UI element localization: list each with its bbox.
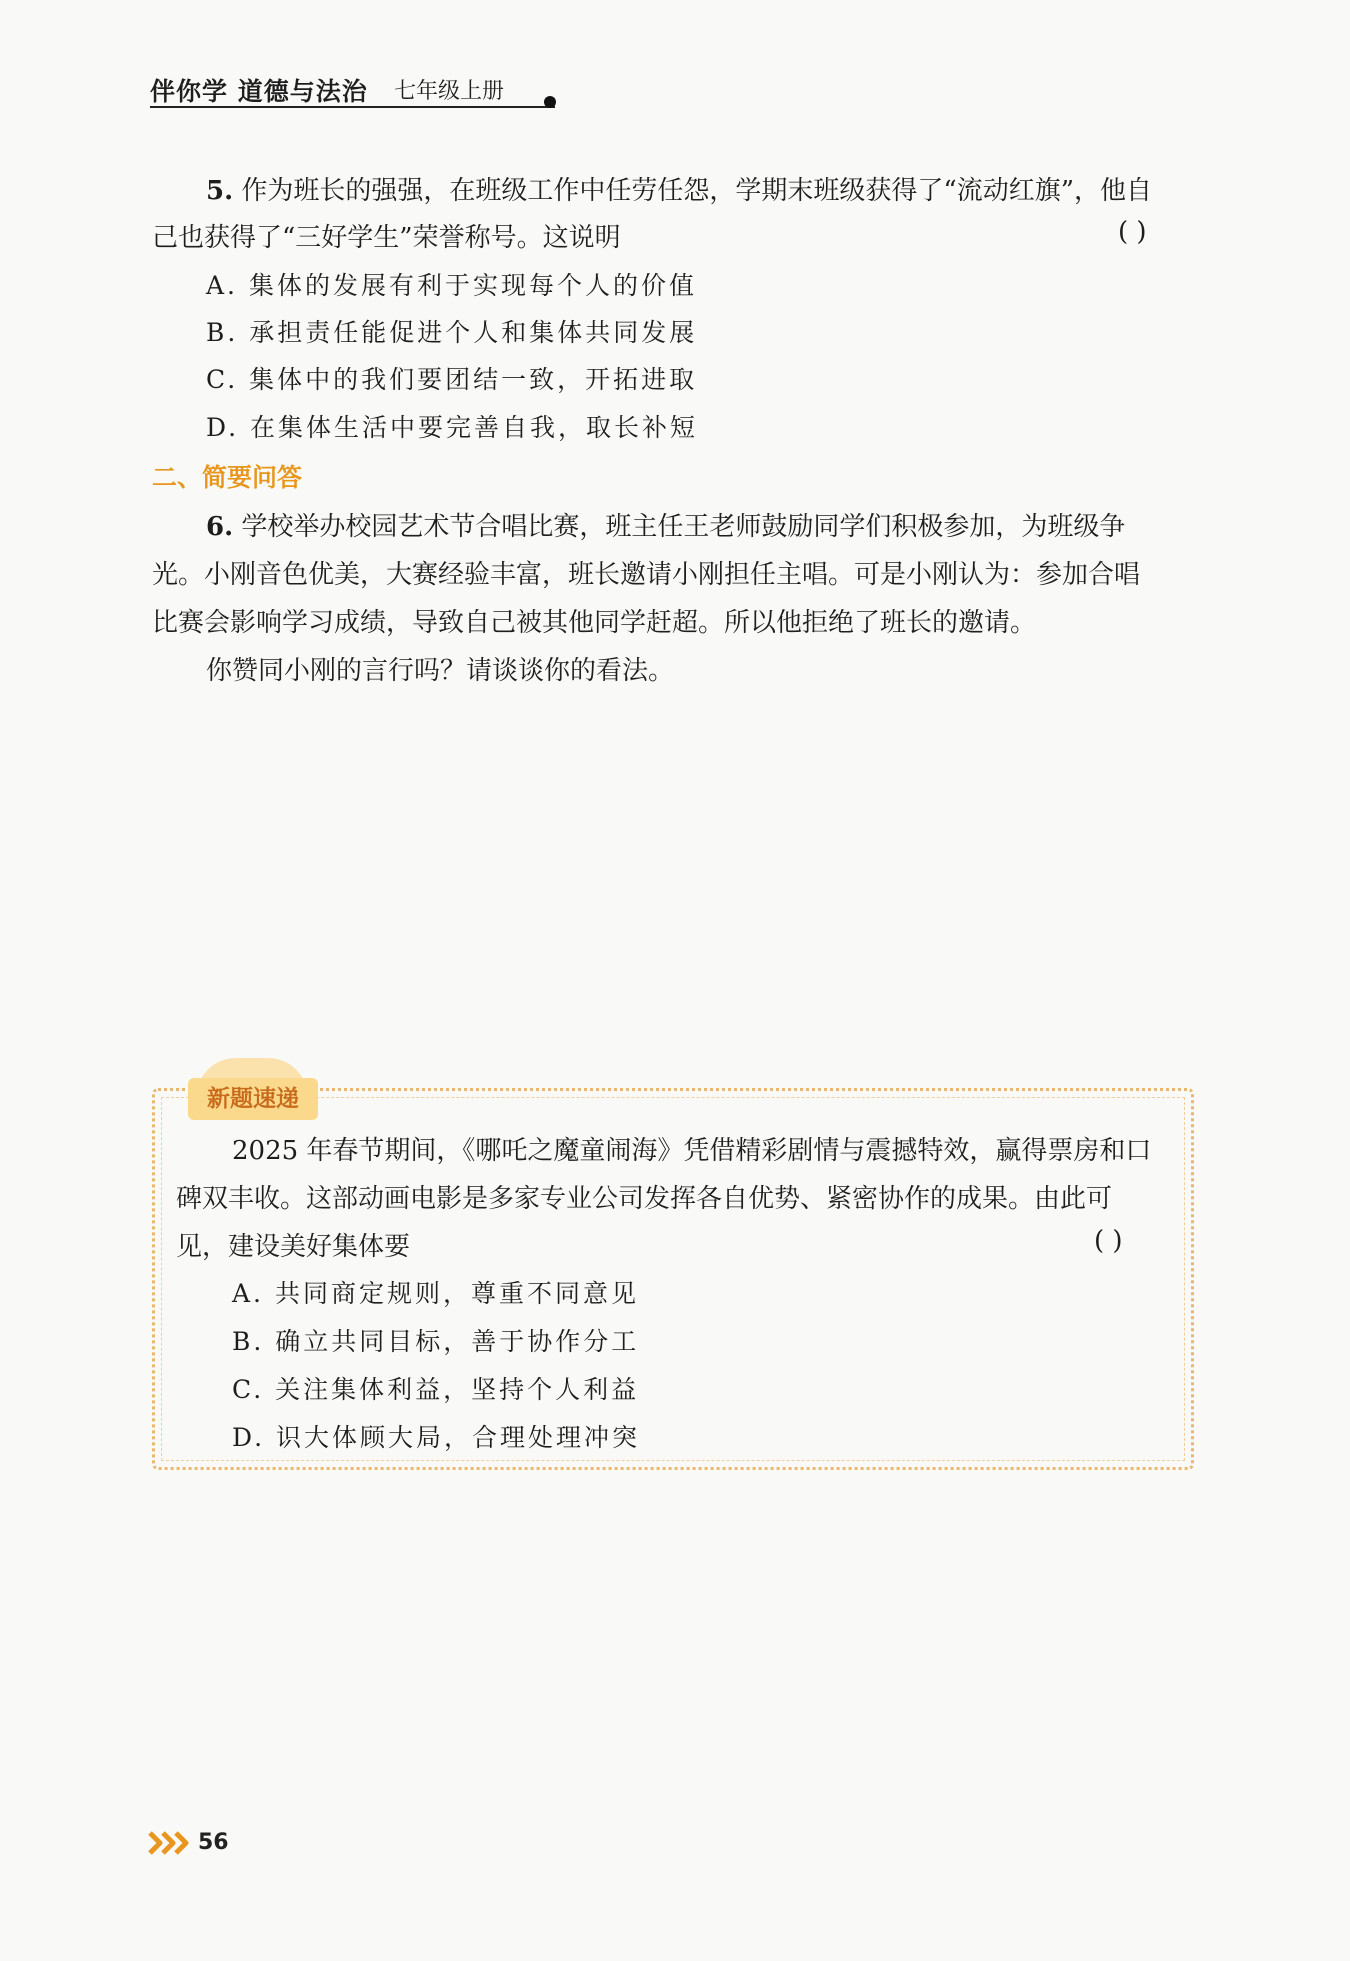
q5-option-b: B. 承担责任能促进个人和集体共同发展 (206, 318, 698, 347)
q5-stem-1: 作为班长的强强，在班级工作中任劳任怨，学期末班级获得了“流动红旗”，他自 (241, 176, 1153, 206)
q6-stem-1: 学校举办校园艺术节合唱比赛，班主任王老师鼓励同学们积极参加，为班级争 (241, 512, 1126, 542)
section-title: 二、简要问答 (152, 463, 303, 492)
newq-option-a: A. 共同商定规则，尊重不同意见 (232, 1279, 639, 1308)
newq-option-d: D. 识大体顾大局，合理处理冲突 (232, 1423, 641, 1452)
newq-stem-2: 碑双丰收。这部动画电影是多家专业公司发挥各自优势、紧密协作的成果。由此可 (176, 1184, 1113, 1214)
q5-option-a: A. 集体的发展有利于实现每个人的价值 (206, 271, 697, 300)
page-number: 56 (198, 1830, 229, 1855)
q5-answer-blank[interactable]: ( ) (1118, 217, 1147, 247)
q6-stem-3: 比赛会影响学习成绩，导致自己被其他同学赶超。所以他拒绝了班长的邀请。 (152, 608, 1037, 638)
grade-label: 七年级上册 (394, 79, 505, 104)
q6-prompt: 你赞同小刚的言行吗？请谈谈你的看法。 (206, 656, 675, 686)
book-title: 伴你学 道德与法治 (150, 77, 368, 106)
q6-stem-2: 光。小刚音色优美，大赛经验丰富，班长邀请小刚担任主唱。可是小刚认为：参加合唱 (152, 560, 1141, 590)
q6-line-1 (206, 506, 1125, 543)
running-header (150, 72, 555, 108)
q5-line-1 (206, 170, 1152, 207)
q5-option-d: D. 在集体生活中要完善自我，取长补短 (206, 413, 699, 442)
newq-option-b: B. 确立共同目标，善于协作分工 (232, 1327, 640, 1356)
q5-number: 5. (206, 176, 234, 206)
q6-number: 6. (206, 512, 234, 542)
chevrons-right-icon (148, 1830, 192, 1856)
newq-stem-3: 见，建设美好集体要 (176, 1232, 411, 1262)
q5-option-c: C. 集体中的我们要团结一致，开拓进取 (206, 365, 698, 394)
newq-option-c: C. 关注集体利益，坚持个人利益 (232, 1375, 640, 1404)
q5-stem-2: 己也获得了“三好学生”荣誉称号。这说明 (152, 223, 621, 253)
newq-stem-1: 2025 年春节期间，《哪吒之魔童闹海》凭借精彩剧情与震撼特效，赢得票房和口 (232, 1136, 1152, 1166)
header-dot-icon (544, 96, 556, 108)
new-question-badge: 新题速递 (188, 1078, 318, 1120)
newq-answer-blank[interactable]: ( ) (1094, 1226, 1123, 1256)
